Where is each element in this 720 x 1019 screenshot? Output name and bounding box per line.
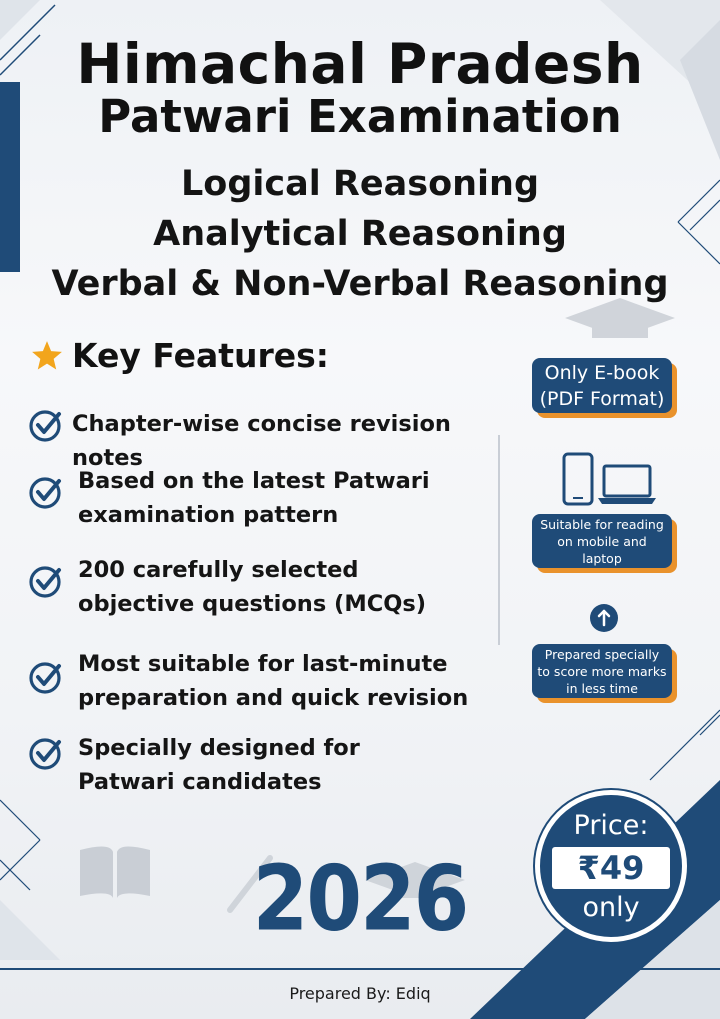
subject-analytical: Analytical Reasoning [153,214,567,254]
footer-credit: Prepared By: Ediq [289,984,431,1003]
feature-text: Most suitable for last-minute preparation and quick revision [78,651,469,711]
arrow-up-icon [589,603,619,633]
check-circle-icon [28,735,64,771]
price-badge [535,790,687,942]
check-circle-icon [28,474,64,510]
devices-line2: on mobile and [557,534,647,549]
title-line1: Himachal Pradesh [76,32,644,96]
feature-item [28,464,438,532]
star-icon [30,339,64,373]
feature-item [28,647,478,715]
price-label: Price: [573,810,649,841]
subject-verbal: Verbal & Non-Verbal Reasoning [51,264,669,304]
check-circle-icon [28,563,64,599]
format-line1: Only E-book [544,362,660,384]
devices-icon [560,452,660,506]
format-line2: (PDF Format) [539,388,665,410]
graduation-cap-icon [565,298,675,338]
footer-divider [0,968,720,970]
feature-item [28,553,478,621]
edition-year: 2026 [252,846,468,951]
feature-item [28,731,458,799]
score-line3: in less time [566,681,638,696]
subject-logical: Logical Reasoning [180,164,539,204]
divider [498,435,500,645]
price-amount: ₹49 [552,847,670,889]
devices-badge [532,514,672,568]
check-circle-icon [28,659,64,695]
feature-text: Based on the latest Patwari examination pattern [78,468,430,528]
score-line2: to score more marks [537,664,667,679]
feature-text: Specially designed for Patwari candidates [78,735,360,795]
score-badge [532,644,672,698]
price-suffix: only [582,892,640,923]
title-line2: Patwari Examination [98,90,622,143]
devices-line3: laptop [582,551,622,566]
devices-line1: Suitable for reading [540,517,664,532]
phone-icon [564,454,592,504]
feature-text: Chapter-wise concise revision notes [72,411,451,471]
feature-text: 200 carefully selected objective questions (MCQs) [78,557,427,617]
check-circle-icon [28,407,64,443]
key-features-label: Key Features: [72,336,329,375]
laptop-icon [598,466,656,504]
key-features-heading [30,336,329,375]
score-line1: Prepared specially [544,647,660,662]
format-badge [532,358,672,413]
